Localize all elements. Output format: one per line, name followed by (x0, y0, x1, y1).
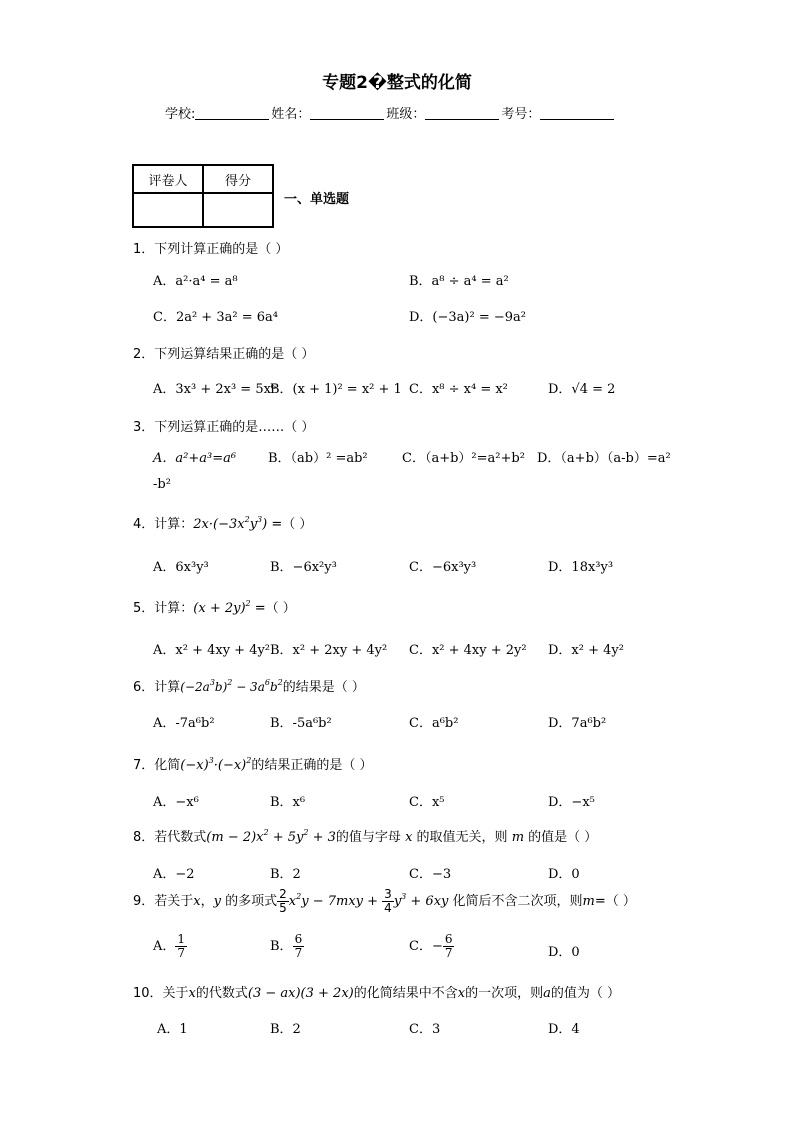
question-4-stem (133, 513, 312, 532)
student-info-line (165, 103, 616, 122)
page-title: 专题2�整式的化简 (322, 73, 472, 93)
q5-option-b[interactable]: B．x² + 2xy + 4y² (270, 643, 388, 658)
q4-option-a[interactable]: A．6x³y³ (153, 560, 209, 575)
reviewer-header: 评卷人 (133, 165, 203, 193)
q8-option-d[interactable]: D．0 (548, 867, 580, 882)
q10-option-b[interactable]: B．2 (270, 1022, 301, 1037)
number-label: 考号： (501, 107, 541, 122)
q4-expression: $2x\cdot(-3x^2y^3)$ (193, 515, 268, 532)
q4-option-c[interactable]: C．−6x³y³ (409, 560, 477, 575)
q9-option-d[interactable]: D．0 (548, 945, 580, 960)
q10-mid2: 的化简结果中不含 (353, 986, 458, 1001)
q8-option-b[interactable]: B．2 (270, 867, 301, 882)
question-8-stem (133, 826, 597, 845)
q4-option-d[interactable]: D．18x³y³ (548, 560, 614, 575)
q7-option-a[interactable]: A．−x⁶ (153, 795, 199, 810)
q5-option-d[interactable]: D．x² + 4y² (548, 643, 624, 658)
q1-option-b[interactable]: B．a⁸ ÷ a⁴ = a² (409, 274, 509, 289)
q8-mid1: 的值与字母 (335, 830, 401, 845)
q9-option-c[interactable]: C．− $\frac{6}{7}$ (409, 932, 453, 960)
q7-prefix: 7．化简 (133, 758, 181, 773)
q9-frac-2-5: $\frac{2}{5}$ (279, 887, 287, 915)
q8-suffix: 的值是（ ） (528, 830, 598, 845)
q1-option-d[interactable]: D．(−3a)² = −9a² (409, 310, 526, 325)
name-blank[interactable] (310, 106, 384, 120)
name-label: 姓名： (271, 107, 311, 122)
q5-expression: $(x + 2y)^2$ (193, 599, 251, 616)
q10-expression: (3 − ax)(3 + 2x) (247, 986, 354, 1001)
q1-option-a[interactable]: A．a²·a⁴ = a⁸ (153, 274, 238, 289)
q10-option-a[interactable]: A．1 (157, 1022, 188, 1037)
q10-option-d[interactable]: D．4 (548, 1022, 580, 1037)
section-title: 一、单选题 (284, 192, 350, 207)
question-7-stem (133, 754, 372, 773)
q6-option-b[interactable]: B．-5a⁶b² (270, 716, 332, 731)
q3-option-c[interactable]: C．（a+b）²=a²+b² (402, 451, 525, 466)
q8-var-x: x (400, 830, 417, 845)
q8-option-a[interactable]: A．−2 (153, 867, 195, 882)
q9-option-b[interactable]: B． $\frac{6}{7}$ (270, 932, 303, 960)
q8-expression: $(m - 2)x^2 + 5y^2 + 3$ (206, 828, 336, 845)
reviewer-cell[interactable] (133, 193, 203, 227)
q9-var-m: m (582, 894, 595, 909)
number-blank[interactable] (540, 106, 614, 120)
q7-expression: $(-x)^3\cdot(-x)^2$ (180, 756, 252, 773)
q10-suffix: 的值为（ ） (550, 986, 621, 1001)
question-2-stem: 2．下列运算结果正确的是（ ） (133, 347, 315, 362)
q10-mid1: 的代数式 (195, 986, 248, 1001)
q1-option-c[interactable]: C．2a² + 3a² = 6a⁴ (153, 310, 278, 325)
q8-mid2: 的取值无关，则 (416, 830, 508, 845)
class-label: 班级： (386, 107, 426, 122)
score-table (132, 164, 274, 228)
q7-suffix: 的结果正确的是（ ） (251, 758, 373, 773)
q6-suffix: 的结果是（ ） (282, 680, 365, 695)
question-3-stem: 3．下列运算正确的是……（ ） (133, 420, 315, 435)
q8-prefix: 8．若代数式 (133, 830, 207, 845)
q8-option-c[interactable]: C．−3 (409, 867, 452, 882)
q9-frac-3-4: $\frac{3}{4}$ (384, 887, 392, 915)
q3-option-d[interactable]: D．（a+b）（a-b）=a² (537, 451, 671, 466)
q6-expression: $(-2a^3b)^2 - 3a^6b^2$ (180, 678, 283, 694)
q6-option-c[interactable]: C．a⁶b² (409, 716, 459, 731)
question-9-stem: 9．若关于x，y 的多项式 $\frac{2}{5}$ $x^2y - 7mxy$ + $\frac{3}{4}$ $y^3 + 6xy$ 化简后不含二次项，则m=（ ） (133, 887, 636, 915)
question-10-stem: 10．关于x的代数式(3 − ax)(3 + 2x)的化简结果中不含x的一次项，则a的值为（ ） (133, 986, 621, 1001)
q2-option-c[interactable]: C．x⁸ ÷ x⁴ = x² (409, 382, 508, 397)
score-cell[interactable] (203, 193, 273, 227)
q6-prefix: 6．计算 (133, 680, 181, 695)
q9-mid2: 化简后不含二次项，则 (452, 894, 583, 909)
score-header: 得分 (203, 165, 273, 193)
q3-option-d-continued: -b² (153, 477, 171, 492)
q6-option-d[interactable]: D．7a⁶b² (548, 716, 607, 731)
q9-option-a[interactable]: A． $\frac{1}{7}$ (153, 932, 186, 960)
school-blank[interactable] (195, 106, 269, 120)
q10-prefix: 10．关于 (133, 986, 189, 1001)
class-blank[interactable] (425, 106, 499, 120)
q10-mid3: 的一次项，则 (465, 986, 544, 1001)
q5-option-c[interactable]: C．x² + 4xy + 2y² (409, 643, 527, 658)
q9-vars: x (193, 894, 201, 909)
q2-option-b[interactable]: B．(x + 1)² = x² + 1 (270, 382, 402, 397)
q10-option-c[interactable]: C．3 (409, 1022, 441, 1037)
q7-option-d[interactable]: D．−x⁵ (548, 795, 595, 810)
question-6-stem (133, 676, 365, 695)
q9-prefix: 9．若关于 (133, 894, 194, 909)
q6-option-a[interactable]: A．-7a⁶b² (153, 716, 215, 731)
q7-option-b[interactable]: B．x⁶ (270, 795, 306, 810)
q5-suffix: =（ ） (250, 601, 296, 616)
question-1-stem: 1．下列计算正确的是（ ） (133, 242, 289, 257)
q3-option-a[interactable]: A．a²+a³=a⁶ (153, 451, 237, 466)
q3-option-b[interactable]: B．（ab）² =ab² (268, 451, 368, 466)
question-5-stem (133, 597, 296, 616)
q4-suffix: =（ ） (267, 517, 313, 532)
q8-var-m: m (507, 830, 529, 845)
q9-suffix: =（ ） (594, 894, 636, 909)
q2-option-d[interactable]: D．√4 = 2 (548, 382, 616, 397)
q4-prefix: 4．计算： (133, 517, 194, 532)
q5-option-a[interactable]: A．x² + 4xy + 4y² (153, 643, 271, 658)
school-label: 学校: (165, 107, 196, 122)
q4-option-b[interactable]: B．−6x²y³ (270, 560, 337, 575)
q7-option-c[interactable]: C．x⁵ (409, 795, 445, 810)
q5-prefix: 5．计算： (133, 601, 194, 616)
q9-mid1: 的多项式 (225, 894, 278, 909)
q2-option-a[interactable]: A．3x³ + 2x³ = 5x⁶ (153, 382, 277, 397)
